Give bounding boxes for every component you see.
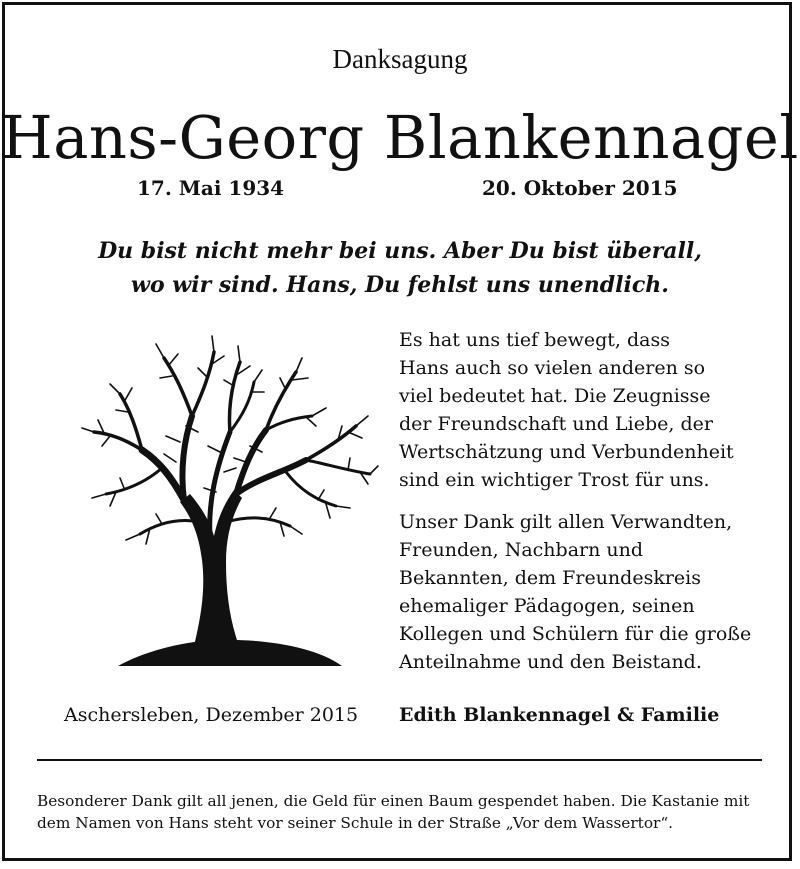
paragraph-line: ehemaliger Pädagogen, seinen xyxy=(399,595,695,617)
place-and-date: Aschersleben, Dezember 2015 xyxy=(64,704,359,726)
paragraph-line: Wertschätzung und Verbundenheit xyxy=(399,441,734,463)
deceased-name: Hans-Georg Blankennagel xyxy=(1,103,799,172)
tree-icon xyxy=(80,322,380,672)
paragraph-line: Es hat uns tief bewegt, dass xyxy=(399,329,670,351)
paragraph-line: Anteilnahme und den Beistand. xyxy=(399,651,702,673)
birth-date: 17. Mai 1934 xyxy=(137,176,285,200)
quote-line: Du bist nicht mehr bei uns. Aber Du bist überall, xyxy=(98,238,702,264)
thanks-paragraph xyxy=(399,326,784,494)
paragraph-line: Hans auch so vielen anderen so xyxy=(399,357,706,379)
paragraph-line: der Freundschaft und Liebe, der xyxy=(399,413,713,435)
memorial-quote xyxy=(0,234,800,302)
signature: Edith Blankennagel & Familie xyxy=(399,704,720,726)
paragraph-line: Unser Dank gilt allen Verwandten, xyxy=(399,511,733,533)
footnote-line: Besonderer Dank gilt all jenen, die Geld für einen Baum gespendet haben. Die Kastanie mit xyxy=(37,792,750,810)
paragraph-line: Bekannten, dem Freundeskreis xyxy=(399,567,701,589)
thanks-text xyxy=(399,326,784,690)
divider xyxy=(37,759,762,761)
paragraph-line: sind ein wichtiger Trost für uns. xyxy=(399,469,710,491)
death-date: 20. Oktober 2015 xyxy=(482,176,678,200)
paragraph-line: viel bedeutet hat. Die Zeugnisse xyxy=(399,385,711,407)
thanks-paragraph xyxy=(399,508,784,676)
quote-line: wo wir sind. Hans, Du fehlst uns unendlich. xyxy=(131,272,669,298)
paragraph-line: Kollegen und Schülern für die große xyxy=(399,623,752,645)
footnote xyxy=(37,790,777,834)
paragraph-line: Freunden, Nachbarn und xyxy=(399,539,644,561)
footnote-line: dem Namen von Hans steht vor seiner Schule in der Straße „Vor dem Wassertor“. xyxy=(37,814,674,832)
notice-heading: Danksagung xyxy=(332,44,468,74)
